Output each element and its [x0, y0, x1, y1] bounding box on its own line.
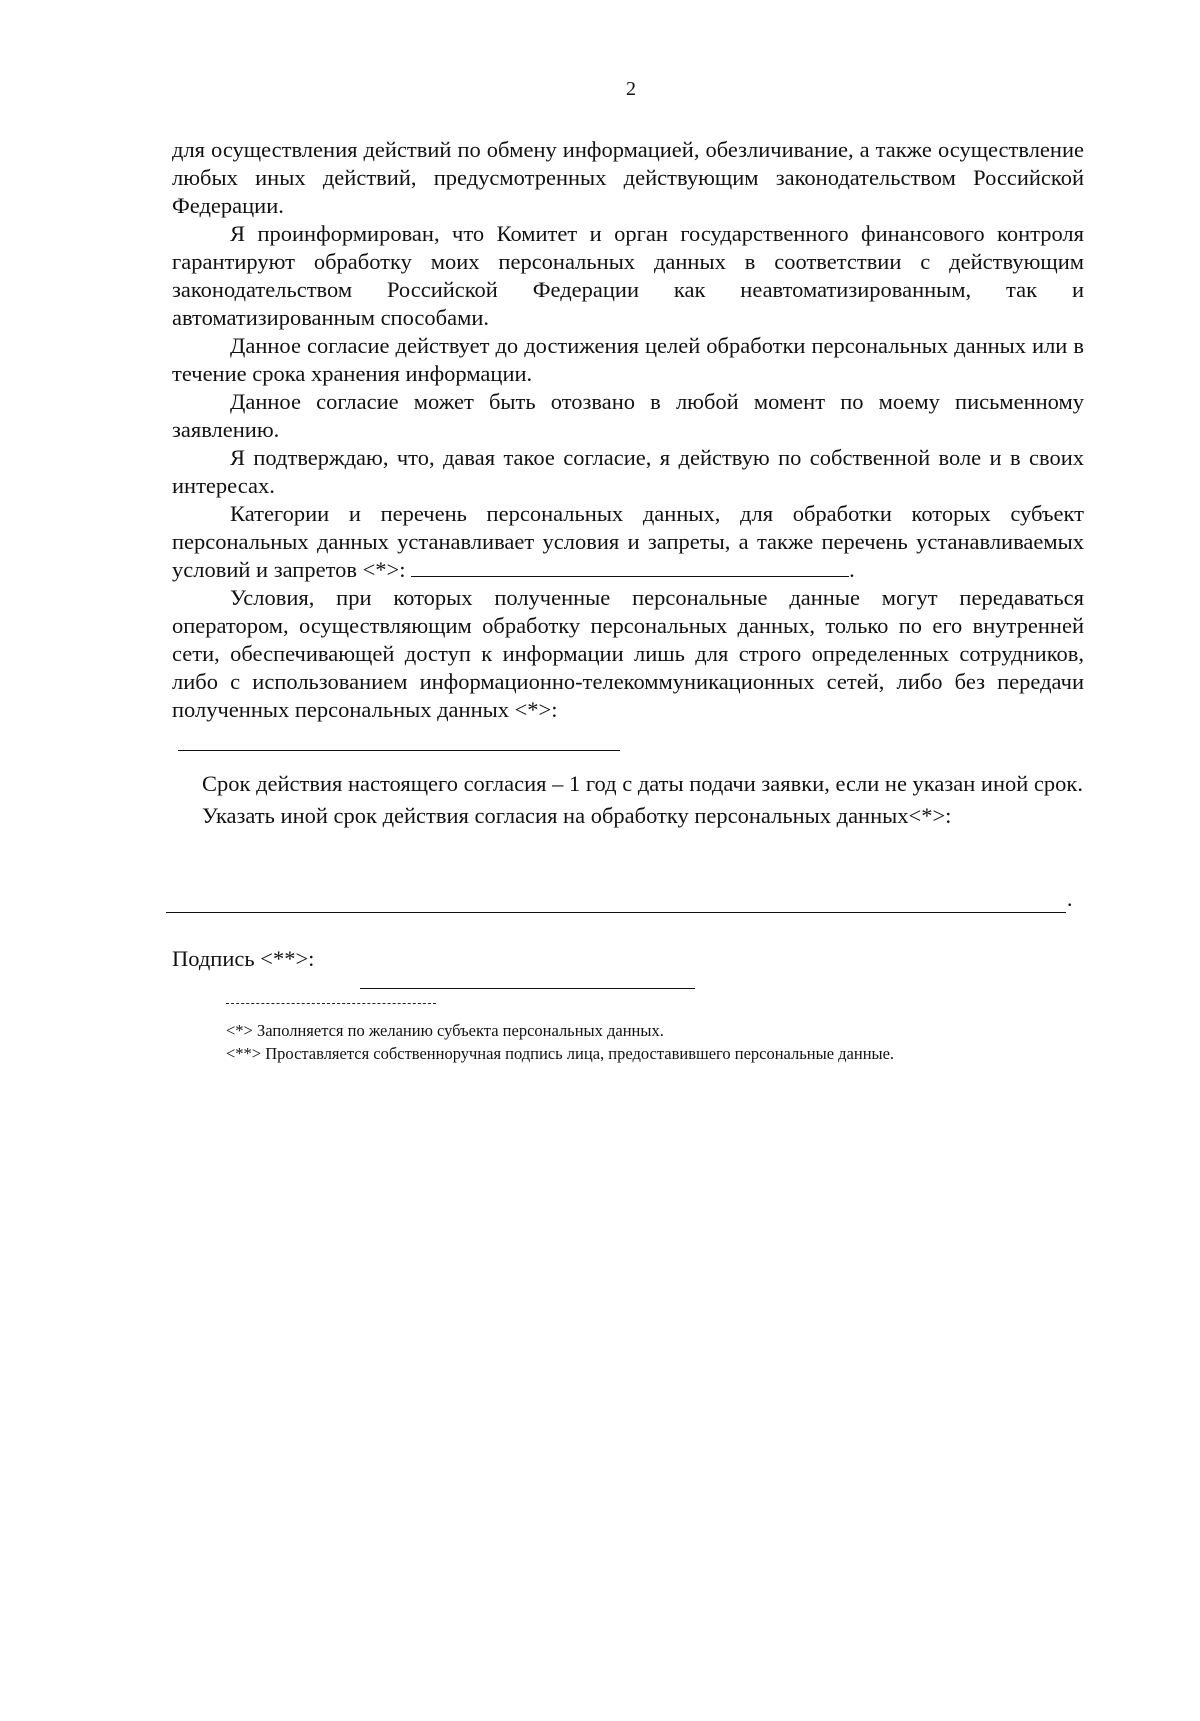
footnote-optional: <*> Заполняется по желанию субъекта персональных данных.	[226, 1021, 664, 1040]
other-term-dot: .	[1067, 886, 1073, 911]
consent-body	[172, 136, 1084, 724]
page-number: 2	[626, 78, 636, 100]
footnote-signature: <**> Проставляется собственноручная подпись лица, предоставившего персональные данные.	[226, 1044, 895, 1063]
footnotes	[226, 1019, 1126, 1065]
paragraph-validity: Данное согласие действует до достижения целей обработки персональных данных или в течение срока хранения информации.	[172, 333, 1084, 386]
term-other-text: Указать иной срок действия согласия на обработку персональных данных<*>:	[202, 803, 952, 828]
paragraph-transfer-conditions: Условия, при которых полученные персональные данные могут передаваться оператором, осуществляющим обработку персональных данных, только по его внутренней сети, обеспечивающей доступ к информации лишь для строго определенных сотрудников, либо с использованием информационно-телекоммуникационных сетей, либо без передачи полученных персональных данных <*>:	[172, 585, 1084, 722]
paragraph-processing-actions: для осуществления действий по обмену информацией, обезличивание, а также осуществление любых иных действий, предусмотренных действующим законодательством Российской Федерации.	[172, 137, 1084, 218]
signature-label: Подпись <**>:	[172, 946, 315, 971]
paragraph-categories	[172, 500, 1084, 584]
paragraph-free-will: Я подтверждаю, что, давая такое согласие, я действую по собственной воле и в своих интересах.	[172, 445, 1084, 498]
other-term-blank-line[interactable]	[166, 912, 1066, 913]
categories-end: .	[849, 557, 855, 582]
term-default-text: Срок действия настоящего согласия – 1 год с даты подачи заявки, если не указан иной срок.	[202, 771, 1083, 796]
footnote-separator	[226, 1003, 436, 1004]
categories-blank-line[interactable]	[411, 556, 849, 577]
term-block	[172, 770, 1084, 834]
paragraph-informed: Я проинформирован, что Комитет и орган государственного финансового контроля гарантируют обработку моих персональных данных в соответствии с действующим законодательством Российской Федерации как неавтоматизированным, так и автоматизированным способами.	[172, 221, 1084, 330]
categories-text: Категории и перечень персональных данных, для обработки которых субъект персональных данных устанавливает условия и запреты, а также перечень устанавливаемых условий и запретов <*>:	[172, 501, 1084, 582]
paragraph-revocation: Данное согласие может быть отозвано в любой момент по моему письменному заявлению.	[172, 389, 1084, 442]
transfer-conditions-blank-line[interactable]	[178, 750, 620, 751]
signature-blank-line[interactable]	[360, 988, 695, 989]
